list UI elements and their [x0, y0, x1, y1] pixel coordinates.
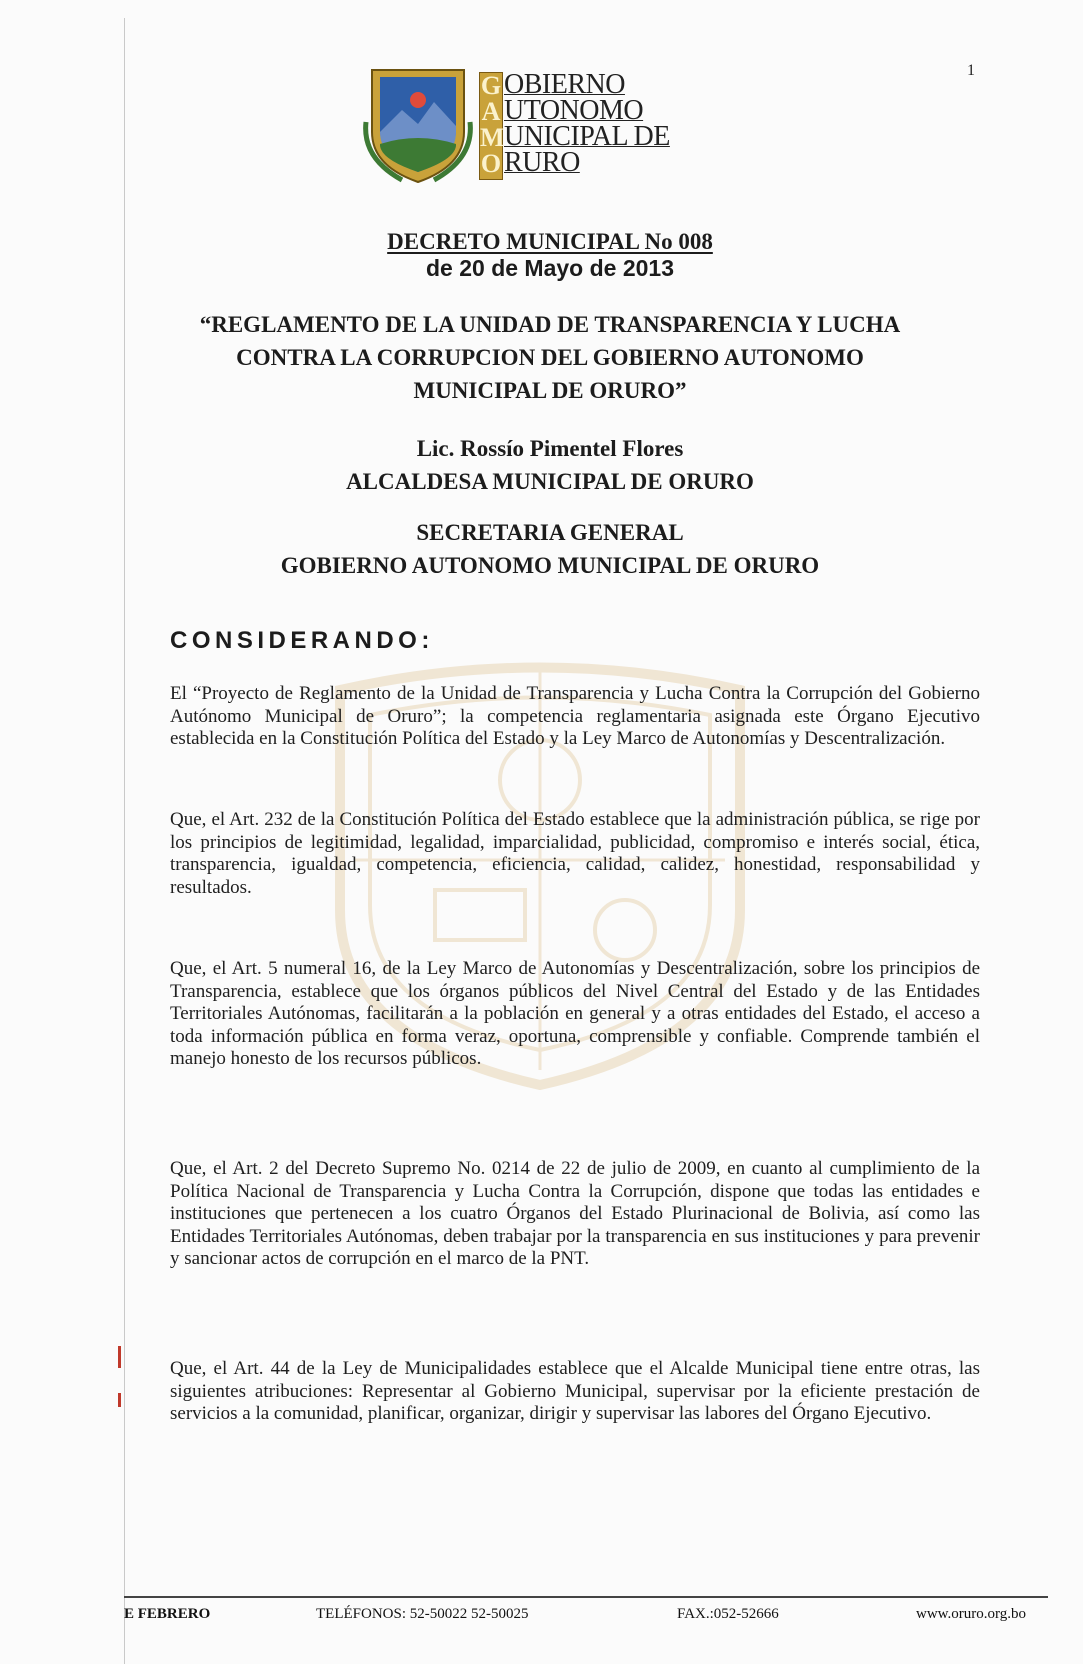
signer-title: ALCALDESA MUNICIPAL DE ORURO [346, 469, 754, 494]
footer-fax: FAX.:052-52666 [677, 1606, 779, 1622]
logo-letter: G [480, 71, 502, 100]
regulation-title-line: CONTRA LA CORRUPCION DEL GOBIERNO AUTONOMO [236, 345, 864, 370]
footer-rule [124, 1596, 1048, 1598]
logo-letter: O [480, 149, 502, 178]
logo-letter: M [480, 123, 505, 152]
logo-word: UNICIPAL DE [504, 121, 670, 152]
scan-mark [118, 1346, 121, 1368]
logo-word: OBIERNO [504, 69, 625, 100]
footer-phones: TELÉFONOS: 52-50022 52-50025 [316, 1606, 529, 1622]
logo-word: UTONOMO [504, 95, 644, 126]
gamo-letter-column [479, 72, 503, 180]
logo-word: RURO [504, 147, 580, 178]
considerando-paragraph: Que, el Art. 5 numeral 16, de la Ley Marco de Autonomías y Descentralización, sobre los principios de Transparencia, establece que los órganos públicos del Nivel Central del Estado y de las Entidades Territoriales Autónomas, facilitarán a la población en general y a otras entidades del Estado, el acceso a toda información pública en forma veraz, oportuna, comprensible y confiable. Comprende también el manejo honesto de los recursos públicos. [170, 958, 980, 1069]
decree-title: DECRETO MUNICIPAL No 008 [387, 229, 713, 254]
page-number: 1 [967, 62, 975, 79]
considerando-paragraph: Que, el Art. 232 de la Constitución Política del Estado establece que la administración pública, se rige por los principios de legitimidad, legalidad, imparcialidad, publicidad, compromiso e interés social, ética, transparencia, igualdad, competencia, eficiencia, calidad, calidez, honestidad, responsabilidad y resultados. [170, 809, 980, 898]
footer-address: E FEBRERO [124, 1606, 211, 1622]
considerando-paragraph: El “Proyecto de Reglamento de la Unidad de Transparencia y Lucha Contra la Corrupción del Gobierno Autónomo Municipal de Oruro”; la competencia reglamentaria asignada este Órgano Ejecutivo establecida en la Constitución Política del Estado y la Ley Marco de Autonomías y Descentralización. [170, 683, 980, 749]
decree-date: de 20 de Mayo de 2013 [425, 255, 674, 281]
footer-website: www.oruro.org.bo [916, 1606, 1026, 1622]
regulation-title-line: “REGLAMENTO DE LA UNIDAD DE TRANSPARENCIA Y LUCHA [199, 312, 901, 337]
regulation-title-line: MUNICIPAL DE ORURO” [413, 378, 687, 403]
municipal-logo [362, 62, 722, 186]
scan-mark [118, 1393, 121, 1407]
considerando-paragraph: Que, el Art. 44 de la Ley de Municipalidades establece que el Alcalde Municipal tiene entre otras, las siguientes atribuciones: Representar al Gobierno Municipal, supervisar por la eficiente prestación de servicios a la comunidad, planificar, organizar, dirigir y supervisar las labores del Órgano Ejecutivo. [170, 1358, 980, 1424]
government-name: GOBIERNO AUTONOMO MUNICIPAL DE ORURO [280, 553, 820, 578]
regulation-title [150, 308, 950, 407]
logo-letter: A [481, 97, 501, 126]
signer-block [150, 432, 950, 498]
considerando-paragraph: Que, el Art. 2 del Decreto Supremo No. 0214 de 22 de julio de 2009, en cuanto al cumplimiento de la Política Nacional de Transparencia y Lucha Contra la Corrupción, dispone que todas las entidades e instituciones que pertenecen a los cuatro Órganos del Estado Plurinacional de Bolivia, así como las Entidades Territoriales Autónomas, deben trabajar por la transparencia en sus instituciones y para prevenir y sancionar actos de corrupción en el marco de la PNT. [170, 1158, 980, 1269]
considerando-heading: CONSIDERANDO: [170, 627, 434, 654]
coat-of-arms-icon [362, 62, 474, 186]
secretaria-label: SECRETARIA GENERAL [416, 520, 684, 545]
secretaria-block [150, 516, 950, 582]
left-margin-line [124, 18, 125, 1664]
signer-name: Lic. Rossío Pimentel Flores [416, 436, 684, 461]
